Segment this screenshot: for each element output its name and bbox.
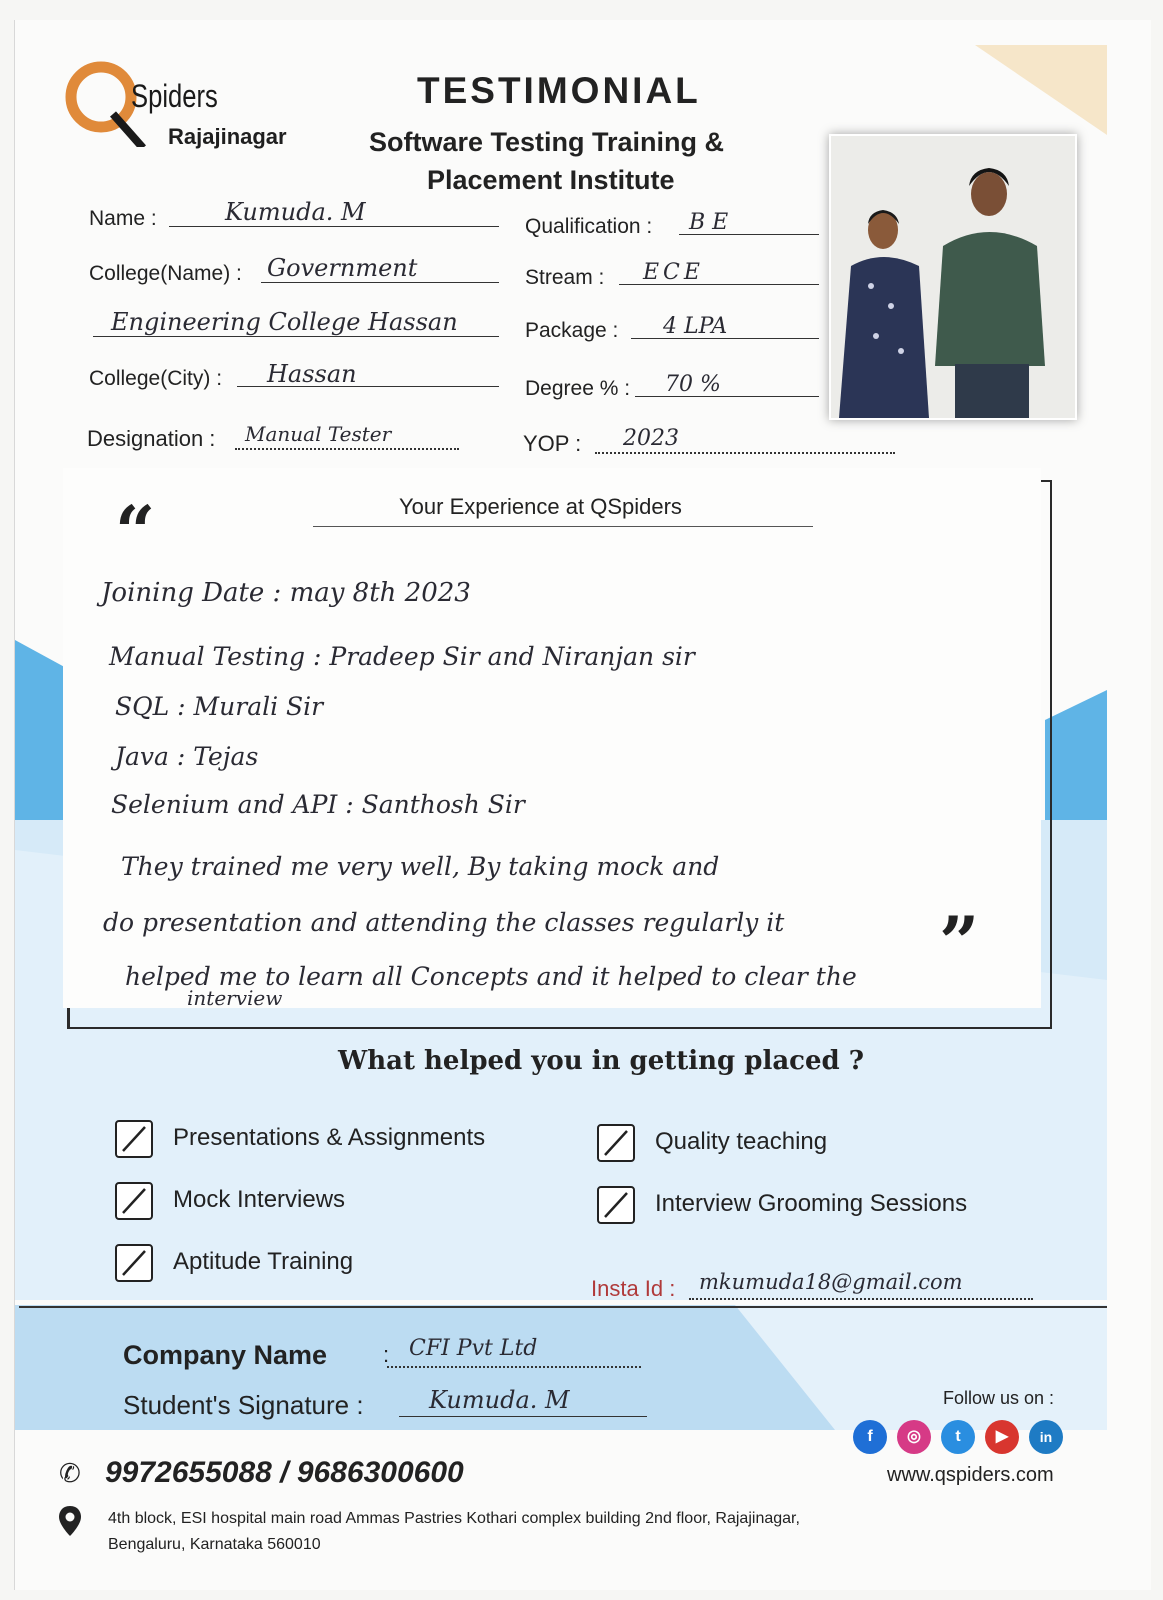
insta-label: Insta Id : xyxy=(591,1276,676,1301)
testimonial-sheet xyxy=(14,20,1151,1590)
option-presentations: Presentations & Assignments xyxy=(173,1124,486,1151)
insta-value: mkumuda18@gmail.com xyxy=(699,1270,963,1294)
experience-line: helped me to learn all Concepts and it helped to clear the xyxy=(125,962,857,991)
designation-value: Manual Tester xyxy=(245,422,392,446)
company-label: Company Name xyxy=(123,1340,328,1370)
divider xyxy=(19,1306,1107,1308)
checkbox-interview-grooming[interactable] xyxy=(597,1186,635,1224)
linkedin-icon[interactable]: in xyxy=(1029,1420,1063,1454)
designation-label: Designation : xyxy=(87,426,216,451)
address-line1: 4th block, ESI hospital main road Ammas Pastries Kothari complex building 2nd floor, Rajajinagar, xyxy=(108,1510,800,1527)
twitter-icon[interactable]: t xyxy=(941,1420,975,1454)
placement-question: What helped you in getting placed ? xyxy=(338,1046,865,1076)
address-line2: Bengaluru, Karnataka 560010 xyxy=(108,1536,321,1553)
experience-line: SQL : Murali Sir xyxy=(115,692,324,721)
experience-line: Selenium and API : Santhosh Sir xyxy=(111,790,525,819)
company-value: CFI Pvt Ltd xyxy=(409,1336,538,1361)
instagram-icon[interactable]: ◎ xyxy=(897,1420,931,1454)
facebook-icon[interactable]: f xyxy=(853,1420,887,1454)
close-quote-icon: ” xyxy=(939,901,980,984)
checkbox-mock-interviews[interactable] xyxy=(115,1182,153,1220)
option-interview-grooming: Interview Grooming Sessions xyxy=(655,1190,968,1217)
follow-label: Follow us on : xyxy=(943,1388,1055,1408)
name-label: Name : xyxy=(89,207,157,230)
package-value: 4 LPA xyxy=(663,314,728,339)
open-quote-icon: “ xyxy=(115,490,156,573)
college-city-value: Hassan xyxy=(267,360,357,388)
yop-value: 2023 xyxy=(623,426,679,451)
phone-number[interactable]: 9972655088 / 9686300600 xyxy=(105,1456,464,1489)
package-label: Package : xyxy=(525,319,619,342)
degree-value: 70 % xyxy=(665,372,721,397)
yop-label: YOP : xyxy=(523,431,582,456)
experience-line: do presentation and attending the classes regularly it xyxy=(103,908,785,937)
location-icon xyxy=(57,1504,83,1538)
experience-heading: Your Experience at QSpiders xyxy=(399,494,682,519)
signature-value: Kumuda. M xyxy=(429,1386,570,1414)
company-colon: : xyxy=(383,1342,390,1367)
option-aptitude: Aptitude Training xyxy=(173,1248,354,1275)
experience-line: They trained me very well, By taking mock and xyxy=(121,852,720,881)
name-value: Kumuda. M xyxy=(225,198,366,226)
option-quality-teaching: Quality teaching xyxy=(655,1128,828,1155)
checkbox-presentations[interactable] xyxy=(115,1120,153,1158)
qualification-value: B E xyxy=(689,210,729,235)
student-photo xyxy=(829,134,1077,420)
college-name-value-line2: Engineering College Hassan xyxy=(111,308,458,336)
college-name-label: College(Name) : xyxy=(89,262,242,285)
stream-value: ECE xyxy=(643,260,704,285)
checkbox-quality-teaching[interactable] xyxy=(597,1124,635,1162)
website-link[interactable]: www.qspiders.com xyxy=(887,1464,1054,1486)
youtube-icon[interactable]: ▶ xyxy=(985,1420,1019,1454)
degree-label: Degree % : xyxy=(525,377,631,400)
college-city-label: College(City) : xyxy=(89,367,223,390)
subtitle-line2: Placement Institute xyxy=(427,165,675,195)
brand-branch: Rajajinagar xyxy=(168,124,287,149)
signature-label: Student's Signature : xyxy=(123,1390,364,1420)
experience-line: interview xyxy=(187,986,283,1010)
experience-line: Joining Date : may 8th 2023 xyxy=(101,578,471,608)
stream-label: Stream : xyxy=(525,266,605,289)
subtitle-line1: Software Testing Training & xyxy=(369,127,725,157)
phone-icon: ✆ xyxy=(59,1458,81,1488)
page-title: TESTIMONIAL xyxy=(417,70,701,111)
experience-line: Java : Tejas xyxy=(115,742,259,771)
experience-line: Manual Testing : Pradeep Sir and Niranjan sir xyxy=(109,642,695,671)
option-mock-interviews: Mock Interviews xyxy=(173,1186,346,1213)
qualification-label: Qualification : xyxy=(525,215,653,238)
brand-name: Spiders xyxy=(131,78,218,114)
checkbox-aptitude[interactable] xyxy=(115,1244,153,1282)
college-name-value-line1: Government xyxy=(267,254,418,282)
